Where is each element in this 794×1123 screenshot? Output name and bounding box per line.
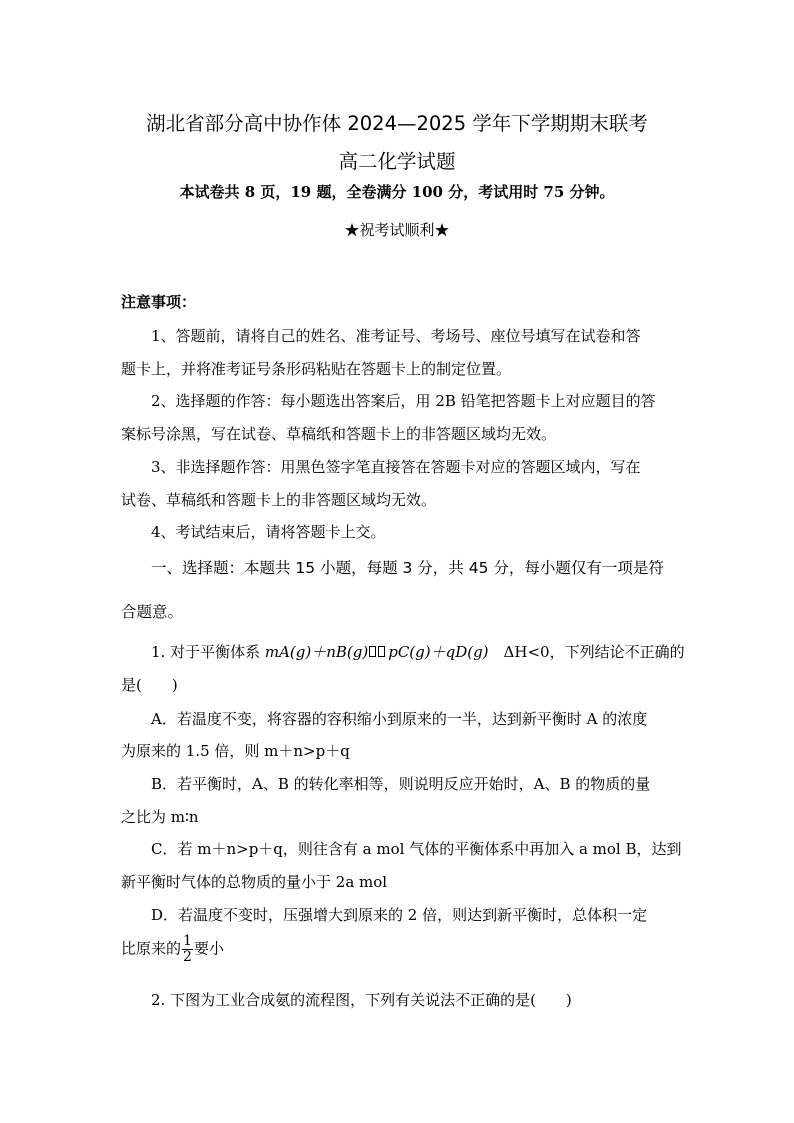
one-half-fraction bbox=[182, 934, 193, 965]
note-1-line-1: 1、答题前，请将自己的姓名、准考证号、考场号、座位号填写在试卷和答 bbox=[151, 327, 641, 345]
q1-option-d-suffix: 要小 bbox=[193, 939, 224, 958]
equilibrium-arrow-icon bbox=[369, 646, 387, 658]
note-1-line-2: 题卡上，并将准考证号条形码粘贴在答题卡上的制定位置。 bbox=[121, 360, 512, 378]
q1-option-c-line-1: C．若 m＋n>p＋q，则往含有 a mol 气体的平衡体系中再加入 a mol B，达到 bbox=[151, 840, 682, 858]
q1-equation-right: pC(g)＋qD(g) bbox=[388, 643, 489, 661]
note-3-line-2: 试卷、草稿纸和答题卡上的非答题区域均无效。 bbox=[121, 491, 437, 509]
exam-info: 本试卷共 8 页，19 题，全卷满分 100 分，考试用时 75 分钟。 bbox=[179, 183, 615, 201]
notes-heading: 注意事项： bbox=[121, 293, 197, 311]
q1-stem-suffix: ΔH<0，下列结论不正确的 bbox=[488, 643, 685, 661]
good-luck-wish: ★祝考试顺利★ bbox=[344, 221, 450, 239]
q1-option-d-line-2 bbox=[121, 934, 224, 965]
q1-stem-prefix: 1. 对于平衡体系 bbox=[151, 643, 265, 661]
q1-option-d-prefix: 比原来的 bbox=[121, 939, 182, 958]
note-2-line-1: 2、选择题的作答：每小题选出答案后，用 2B 铅笔把答题卡上对应题目的答 bbox=[151, 392, 656, 410]
q1-option-c-line-2: 新平衡时气体的总物质的量小于 2a mol bbox=[121, 873, 388, 891]
q1-option-d-line-1: D．若温度不变时，压强增大到原来的 2 倍，则达到新平衡时，总体积一定 bbox=[151, 906, 648, 924]
fraction-numerator: 1 bbox=[183, 933, 192, 949]
fraction-denominator: 2 bbox=[183, 949, 192, 965]
question-1-stem-cont: 是( ) bbox=[121, 676, 178, 694]
question-2-stem: 2. 下图为工业合成氨的流程图，下列有关说法不正确的是( ) bbox=[151, 991, 572, 1009]
q1-option-b-line-2: 之比为 m∶n bbox=[121, 808, 199, 826]
q1-option-a-line-2: 为原来的 1.5 倍，则 m＋n>p＋q bbox=[121, 742, 350, 760]
subject-title: 高二化学试题 bbox=[338, 150, 456, 173]
q1-equation-left: mA(g)＋nB(g) bbox=[264, 643, 369, 661]
q1-option-b-line-1: B．若平衡时，A、B 的转化率相等，则说明反应开始时，A、B 的物质的量 bbox=[151, 775, 651, 793]
exam-title: 湖北省部分高中协作体 2024—2025 学年下学期期末联考 bbox=[146, 112, 648, 135]
note-2-line-2: 案标号涂黑，写在试卷、草稿纸和答题卡上的非答题区域均无效。 bbox=[121, 425, 557, 443]
section-1-heading-cont: 合题意。 bbox=[121, 603, 184, 621]
section-1-heading: 一、选择题：本题共 15 小题，每题 3 分，共 45 分，每小题仅有一项是符 bbox=[151, 559, 664, 577]
note-3-line-1: 3、非选择题作答：用黑色签字笔直接答在答题卡对应的答题区域内，写在 bbox=[151, 458, 641, 476]
question-1-stem bbox=[151, 641, 685, 662]
note-4: 4、考试结束后，请将答题卡上交。 bbox=[151, 523, 386, 541]
q1-option-a-line-1: A．若温度不变，将容器的容积缩小到原来的一半，达到新平衡时 A 的浓度 bbox=[151, 710, 648, 728]
